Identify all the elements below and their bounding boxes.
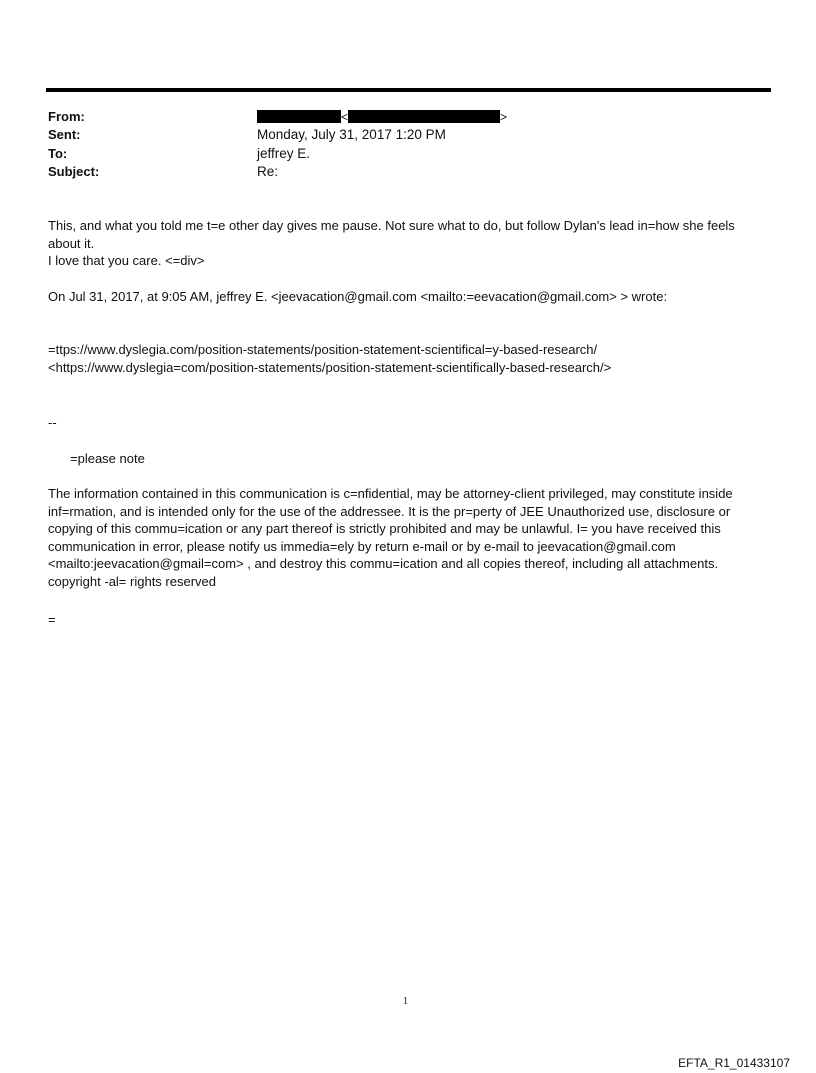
quote-intro: On Jul 31, 2017, at 9:05 AM, jeffrey E. <jeevacation@gmail.com <mailto:=eevacation@gmail.com> > wrote: xyxy=(48,289,668,304)
subject-value: Re: xyxy=(257,164,279,179)
to-value: jeffrey E. xyxy=(257,146,311,161)
redaction-sender-email xyxy=(348,110,500,123)
signature-separator: -- xyxy=(48,415,57,430)
sent-label: Sent: xyxy=(48,127,81,142)
page-number: 1 xyxy=(403,996,408,1007)
from-value xyxy=(257,108,507,126)
redaction-sender-name xyxy=(257,110,341,123)
please-note: =please note xyxy=(70,451,145,466)
confidentiality-disclaimer: The information contained in this communication is c=nfidential, may be attorney-client privileged, may constitute inside inf=rmation, and is intended only for the use of the addressee. It is the pr=perty of JEE Unauthorized use, disclosure or copying of this commu=ication or any part thereof is strictly prohibited and may be unlawful. I= you have received this communication in error, please notify us immedia=ely by return e-mail or by e-mail to jeevacation@gmail.com <mailto:jeevacation@gmail=com> , and destroy this commu=ication and all copies thereof, including all attachments. copyright -al= rights reserved xyxy=(48,486,733,589)
message-line: I love that you care. <=div> xyxy=(48,253,205,268)
quoted-link-bracketed: <https://www.dyslegia=com/position-statements/position-statement-scientifically-based-research/> xyxy=(48,360,612,375)
sent-value: Monday, July 31, 2017 1:20 PM xyxy=(257,127,446,142)
subject-label: Subject: xyxy=(48,164,100,179)
from-label: From: xyxy=(48,109,85,124)
trailing-character: = xyxy=(48,612,56,627)
from-bracket-close: > xyxy=(500,110,508,124)
quoted-link: =ttps://www.dyslegia.com/position-statements/position-statement-scientifical=y-based-research/ xyxy=(48,342,598,357)
to-label: To: xyxy=(48,146,68,161)
message-paragraph: This, and what you told me t=e other day gives me pause. Not sure what to do, but follow Dylan's lead in=how she feels about it. xyxy=(48,218,735,251)
from-bracket-open: < xyxy=(341,110,349,124)
document-id: EFTA_R1_01433107 xyxy=(678,1056,790,1070)
header-rule xyxy=(46,88,771,92)
